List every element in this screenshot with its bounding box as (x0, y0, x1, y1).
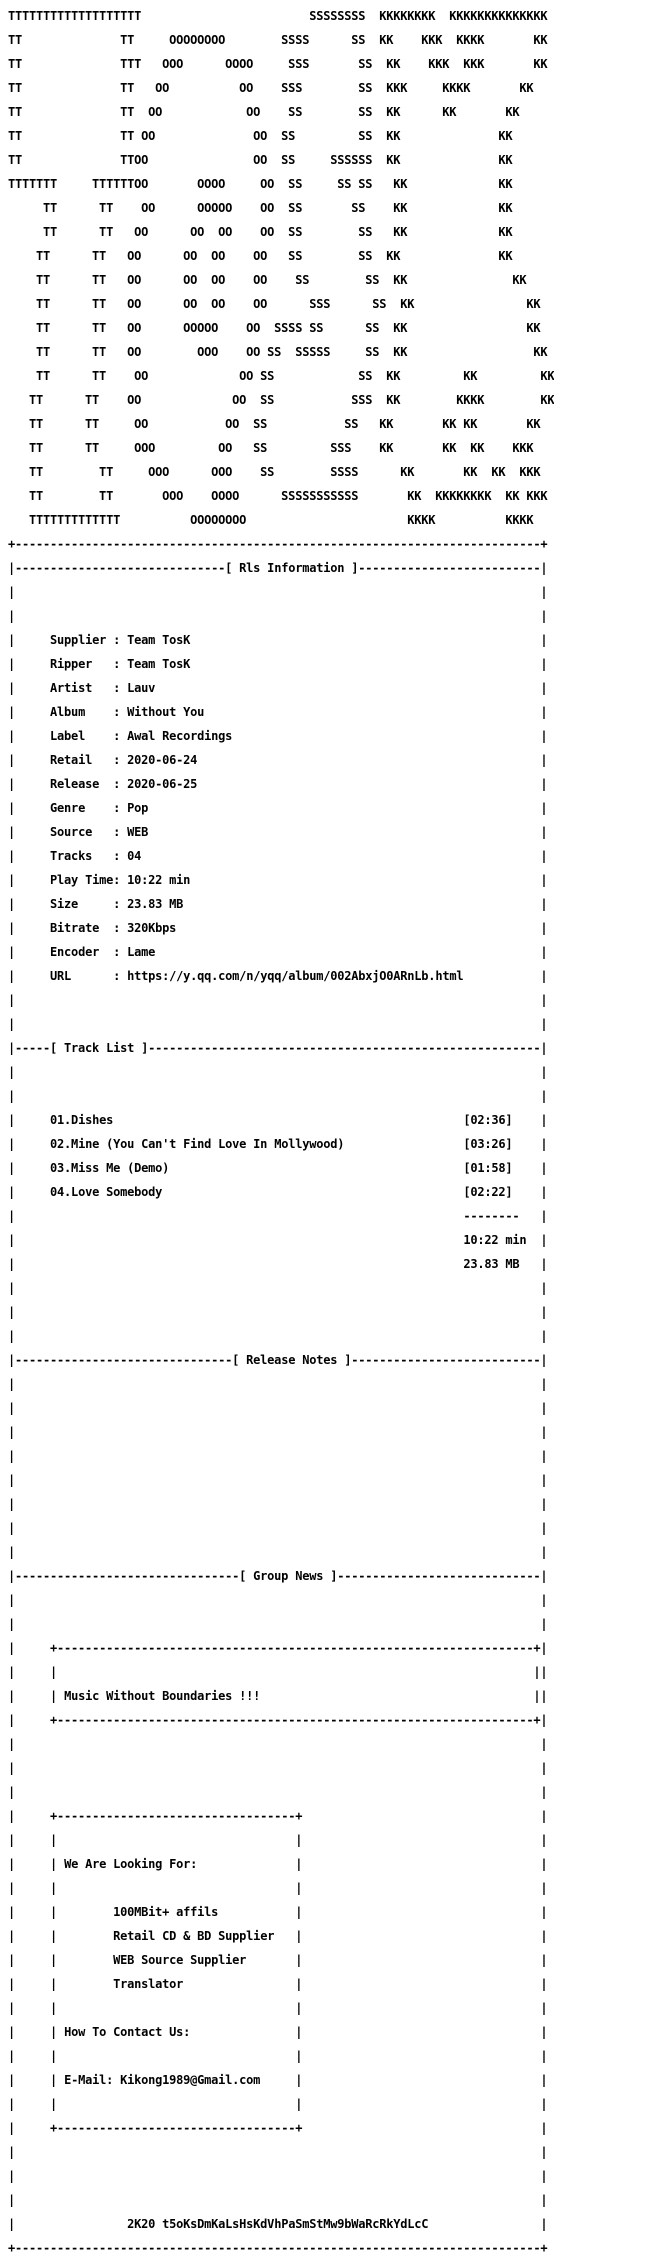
logo-line: TT TT OOOOOOOO SSSS SS KK KKK KKKK KK (8, 33, 548, 47)
info-key: Supplier (50, 633, 114, 647)
logo-line: TT TT OOO OOOO SSSSSSSSSSS KK KKKKKKKK KK KKK (8, 489, 548, 503)
recruit-box-top: | +----------------------------------+ | (8, 1809, 548, 1823)
blank-line: | | (8, 1545, 548, 1559)
recruit-box-side: | | | | (8, 2049, 548, 2063)
info-row: | Genre : Pop | (8, 801, 548, 815)
recruit-item: | | 100MBit+ affils | | (8, 1905, 548, 1919)
logo-line (8, 250, 554, 262)
nfo-document (8, 10, 554, 2266)
total-time-row: | 10:22 min | (8, 1233, 548, 1247)
logo-line (8, 82, 554, 94)
logo-line: TT TT OO OOO OO SS SSSSS SS KK KK (8, 345, 548, 359)
logo-line (8, 226, 554, 238)
blank-line: | | (8, 1401, 548, 1415)
recruit-item: | | Retail CD & BD Supplier | | (8, 1929, 548, 1943)
recruit-title: | | We Are Looking For: | | (8, 1857, 548, 1871)
track-time: [03:26] (463, 1137, 513, 1151)
track-row: | 04.Love Somebody [02:22] | (8, 1185, 548, 1199)
logo-line: TTTTTTT TTTTTTOO OOOO OO SS SS SS KK KK (8, 177, 513, 191)
blank-line: | | (8, 1449, 548, 1463)
logo-line: TT TT OOO OOO SS SSSS KK KK KK KKK (8, 465, 541, 479)
frame-bottom (8, 2242, 554, 2254)
logo-line (8, 346, 554, 358)
info-row: | Release : 2020-06-25 | (8, 777, 548, 791)
info-value: https://y.qq.com/n/yqq/album/002AbxjO0ARnLb.html (127, 969, 464, 983)
notes-header: [ Release Notes ] (232, 1353, 352, 1367)
recruit-box-bottom: | +----------------------------------+ | (8, 2121, 548, 2135)
info-key: Encoder (50, 945, 114, 959)
footer-row: | 2K20 t5oKsDmKaLsHsKdVhPaSmStMw9bWaRcRkYdLcC | (8, 2217, 548, 2231)
logo-line (8, 58, 554, 70)
motto-box-side: | | || (8, 1665, 548, 1679)
info-value: 10:22 min (127, 873, 191, 887)
contact-title-row: | | How To Contact Us: | | (8, 2025, 548, 2039)
track-title: 01.Dishes (50, 1113, 114, 1127)
motto-row: | | Music Without Boundaries !!! || (8, 1689, 548, 1703)
footer-signature: 2K20 t5oKsDmKaLsHsKdVhPaSmStMw9bWaRcRkYdLcC (127, 2217, 429, 2231)
info-key: Ripper (50, 657, 114, 671)
info-row: | Source : WEB | (8, 825, 548, 839)
info-key: Play Time (50, 873, 114, 887)
motto-box-bottom: | +--------------------------------------------------------------------+| (8, 1713, 548, 1727)
recruit-box-side: | | | | (8, 2001, 548, 2015)
looking-for-item: Retail CD & BD Supplier (113, 1929, 275, 1943)
logo-line: TT TT OO OO SS SS KK KK KK (8, 105, 520, 119)
info-value: 2020-06-24 (127, 753, 198, 767)
contact-email-row: | | E-Mail: Kikong1989@Gmail.com | | (8, 2073, 548, 2087)
info-value: Team TosK (127, 657, 191, 671)
logo-line (8, 466, 554, 478)
logo-line: TT TTOO OO SS SSSSSS KK KK (8, 153, 513, 167)
recruit-box-side: | | | | (8, 1833, 548, 1847)
blank-line: | | (8, 1617, 548, 1631)
section-header: |------------------------------[ Rls Information ]--------------------------| (8, 561, 548, 575)
blank-line: | | (8, 1065, 548, 1079)
frame-bottom: +---------------------------------------------------------------------------+ (8, 2241, 548, 2255)
blank-line: | | (8, 1089, 548, 1103)
looking-for-item: WEB Source Supplier (113, 1953, 247, 1967)
blank-line: | | (8, 993, 548, 1007)
info-key: Label (50, 729, 114, 743)
info-value: Lauv (127, 681, 156, 695)
blank-line: | | (8, 1761, 548, 1775)
logo-line: TT TT OO OO OO OO SSS SS KK KK (8, 297, 541, 311)
logo-line: TT TT OO OOOOO OO SSSS SS SS KK KK (8, 321, 541, 335)
info-key: Tracks (50, 849, 114, 863)
info-value: Awal Recordings (127, 729, 233, 743)
section-header: |-----[ Track List ]--------------------------------------------------------| (8, 1041, 548, 1055)
info-key: Size (50, 897, 114, 911)
info-key: URL (50, 969, 114, 983)
logo-line (8, 34, 554, 46)
info-value: 2020-06-25 (127, 777, 198, 791)
logo-line: TT TT OO OO SS SSS KK KKKK KK (8, 393, 555, 407)
logo-line: TT TT OO OO OO OO SS SS KK KK (8, 273, 527, 287)
info-value: 04 (127, 849, 142, 863)
logo-line (8, 202, 554, 214)
logo-line (8, 418, 554, 430)
track-row: | 03.Miss Me (Demo) [01:58] | (8, 1161, 548, 1175)
blank-line: | | (8, 2145, 548, 2159)
logo-line: TT TT OO OO OO OO SS SS KK KK (8, 249, 513, 263)
info-value: WEB (127, 825, 149, 839)
info-value: Without You (127, 705, 205, 719)
track-time: [02:22] (463, 1185, 513, 1199)
blank-line: | | (8, 2169, 548, 2183)
blank-line: | | (8, 1737, 548, 1751)
info-row: | Play Time: 10:22 min | (8, 873, 548, 887)
logo-line (8, 106, 554, 118)
info-row: | Ripper : Team TosK | (8, 657, 548, 671)
blank-line: | | (8, 1305, 548, 1319)
logo-line (8, 442, 554, 454)
contact-title: How To Contact Us: (64, 2025, 191, 2039)
info-key: Album (50, 705, 114, 719)
logo-line: TTTTTTTTTTTTTTTTTTT SSSSSSSS KKKKKKKK KKKKKKKKKKKKKK (8, 10, 548, 23)
logo-line (8, 370, 554, 382)
logo-line: TT TT OO OO OO OO SS SS KK KK (8, 225, 513, 239)
frame-top: +---------------------------------------------------------------------------+ (8, 537, 548, 551)
info-key: Bitrate (50, 921, 114, 935)
track-row: | 01.Dishes [02:36] | (8, 1113, 548, 1127)
logo-line (8, 322, 554, 334)
section-header: |-------------------------------[ Release Notes ]---------------------------| (8, 1353, 548, 1367)
blank-line: | | (8, 1785, 548, 1799)
blank-line: | | (8, 1377, 548, 1391)
info-row: | Artist : Lauv | (8, 681, 548, 695)
blank-line: | | (8, 1473, 548, 1487)
info-key: Artist (50, 681, 114, 695)
logo-line (8, 298, 554, 310)
logo-line: TTTTTTTTTTTTT OOOOOOOO KKKK KKKK (8, 513, 534, 527)
blank-line: | | (8, 1281, 548, 1295)
logo-line (8, 178, 554, 190)
logo-line (8, 130, 554, 142)
blank-line: | | (8, 1425, 548, 1439)
blank-line: | | (8, 1521, 548, 1535)
track-title: 02.Mine (You Can't Find Love In Mollywood) (50, 1137, 345, 1151)
motto-box-top: | +--------------------------------------------------------------------+| (8, 1641, 548, 1655)
recruit-item: | | Translator | | (8, 1977, 548, 1991)
logo-line (8, 274, 554, 286)
info-row: | URL : https://y.qq.com/n/yqq/album/002AbxjO0ARnLb.html | (8, 969, 548, 983)
total-size: 23.83 MB (463, 1257, 520, 1271)
logo-line: TT TT OO OO SSS SS KKK KKKK KK (8, 81, 534, 95)
rls-header: [ Rls Information ] (225, 561, 359, 575)
info-key: Retail (50, 753, 114, 767)
track-time: [02:36] (463, 1113, 513, 1127)
logo-line: TT TT OO OO SS SS KK KK (8, 129, 513, 143)
info-value: Team TosK (127, 633, 191, 647)
blank-line: | | (8, 2193, 548, 2207)
blank-line: | | (8, 1017, 548, 1031)
logo-line: TT TT OO OO SS SS KK KK KK (8, 369, 555, 383)
looking-for-title: We Are Looking For: (64, 1857, 198, 1871)
logo-line (8, 394, 554, 406)
recruit-box-side: | | | | (8, 2097, 548, 2111)
info-row: | Size : 23.83 MB | (8, 897, 548, 911)
logo-line: TT TT OO OOOOO OO SS SS KK KK (8, 201, 513, 215)
info-value: 23.83 MB (127, 897, 184, 911)
info-key: Release (50, 777, 114, 791)
info-key: Source (50, 825, 114, 839)
logo-line: TT TTT OOO OOOO SSS SS KK KKK KKK KK (8, 57, 548, 71)
info-key: Genre (50, 801, 114, 815)
totals-separator: -------- (463, 1209, 520, 1223)
blank-line: | | (8, 1593, 548, 1607)
info-row: | Tracks : 04 | (8, 849, 548, 863)
logo-line (8, 10, 554, 22)
blank-line: | | (8, 585, 548, 599)
contact-email: E-Mail: Kikong1989@Gmail.com (64, 2073, 261, 2087)
frame-top (8, 538, 554, 550)
track-row: | 02.Mine (You Can't Find Love In Mollywood) [03:26] | (8, 1137, 548, 1151)
tracks-header: [ Track List ] (50, 1041, 149, 1055)
track-time: [01:58] (463, 1161, 513, 1175)
info-row: | Bitrate : 320Kbps | (8, 921, 548, 935)
blank-line: | | (8, 609, 548, 623)
logo-line: TT TT OOO OO SS SSS KK KK KK KKK (8, 441, 534, 455)
info-row: | Retail : 2020-06-24 | (8, 753, 548, 767)
info-row: | Supplier : Team TosK | (8, 633, 548, 647)
group-motto: Music Without Boundaries !!! (64, 1689, 261, 1703)
info-row: | Album : Without You | (8, 705, 548, 719)
logo-line (8, 490, 554, 502)
track-title: 03.Miss Me (Demo) (50, 1161, 170, 1175)
recruit-box-side: | | | | (8, 1881, 548, 1895)
looking-for-item: Translator (113, 1977, 184, 1991)
news-header: [ Group News ] (239, 1569, 338, 1583)
total-size-row: | 23.83 MB | (8, 1257, 548, 1271)
logo-line: TT TT OO OO SS SS KK KK KK KK (8, 417, 541, 431)
track-title: 04.Love Somebody (50, 1185, 163, 1199)
logo-line (8, 154, 554, 166)
info-value: 320Kbps (127, 921, 177, 935)
recruit-item: | | WEB Source Supplier | | (8, 1953, 548, 1967)
info-value: Pop (127, 801, 149, 815)
info-row: | Label : Awal Recordings | (8, 729, 548, 743)
total-time: 10:22 min (463, 1233, 527, 1247)
logo-line (8, 514, 554, 526)
section-header: |--------------------------------[ Group News ]-----------------------------| (8, 1569, 548, 1583)
info-row: | Encoder : Lame | (8, 945, 548, 959)
looking-for-item: 100MBit+ affils (113, 1905, 219, 1919)
blank-line: | | (8, 1497, 548, 1511)
blank-line: | | (8, 1329, 548, 1343)
info-value: Lame (127, 945, 156, 959)
totals-separator-row: | -------- | (8, 1209, 548, 1223)
